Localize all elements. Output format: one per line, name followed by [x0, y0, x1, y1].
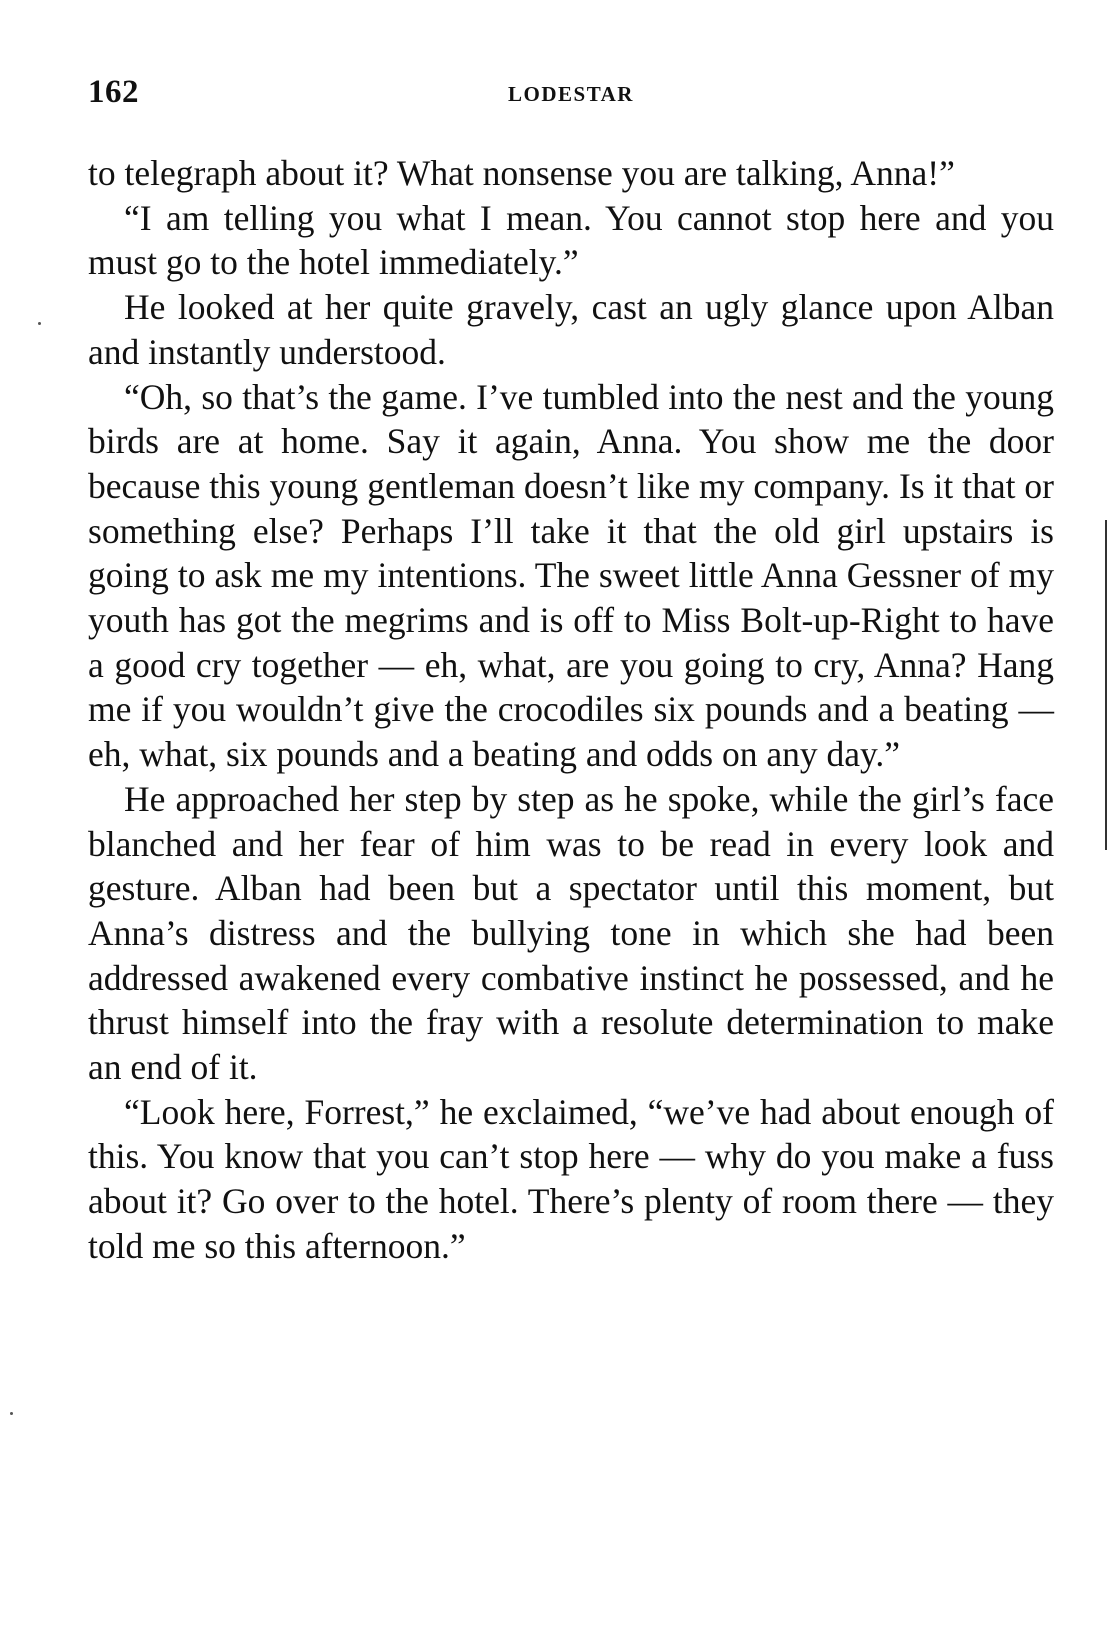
paragraph: He looked at her quite gravely, cast an ugly glance upon Alban and instantly understood. — [88, 287, 1054, 372]
scan-speck — [38, 322, 41, 325]
scan-edge-mark — [1105, 520, 1107, 850]
running-title: LODESTAR — [508, 82, 634, 106]
scan-speck — [10, 1412, 13, 1415]
paragraph-continued: to telegraph about it? What nonsense you are talking, Anna!” — [88, 153, 955, 193]
body-text — [88, 151, 1054, 1269]
running-head — [88, 70, 1054, 120]
paragraph: “Look here, Forrest,” he exclaimed, “we’ve had about enough of this. You know that you can’t stop here — why do you make a fuss about it? Go over to the hotel. There’s plenty of room there — they told me so this afternoon.” — [88, 1091, 1054, 1266]
page-number: 162 — [88, 74, 139, 110]
paragraph: He approached her step by step as he spoke, while the girl’s face blanched and her fear of him was to be read in every look and gesture. Alban had been but a spectator until this moment, but Anna’s distress and the bullying tone in which she had been addressed awakened every combative instinct he possessed, and he thrust himself into the fray with a resolute determination to make an end of it. — [88, 778, 1054, 1088]
paragraph: “Oh, so that’s the game. I’ve tumbled into the nest and the young birds are at home. Say it again, Anna. You show me the door because this young gentleman doesn’t like my company. Is it that or something else? Perhaps I’ll take it that the old girl upstairs is going to ask me my intentions. The sweet little Anna Gessner of my youth has got the megrims and is off to Miss Bolt-up-Right to have a good cry together — eh, what, are you going to cry, Anna? Hang me if you wouldn’t give the crocodiles six pounds and a beating — eh, what, six pounds and a beating and odds on any day.” — [88, 376, 1054, 775]
paragraph: “I am telling you what I mean. You cannot stop here and you must go to the hotel immediately.” — [88, 197, 1054, 283]
